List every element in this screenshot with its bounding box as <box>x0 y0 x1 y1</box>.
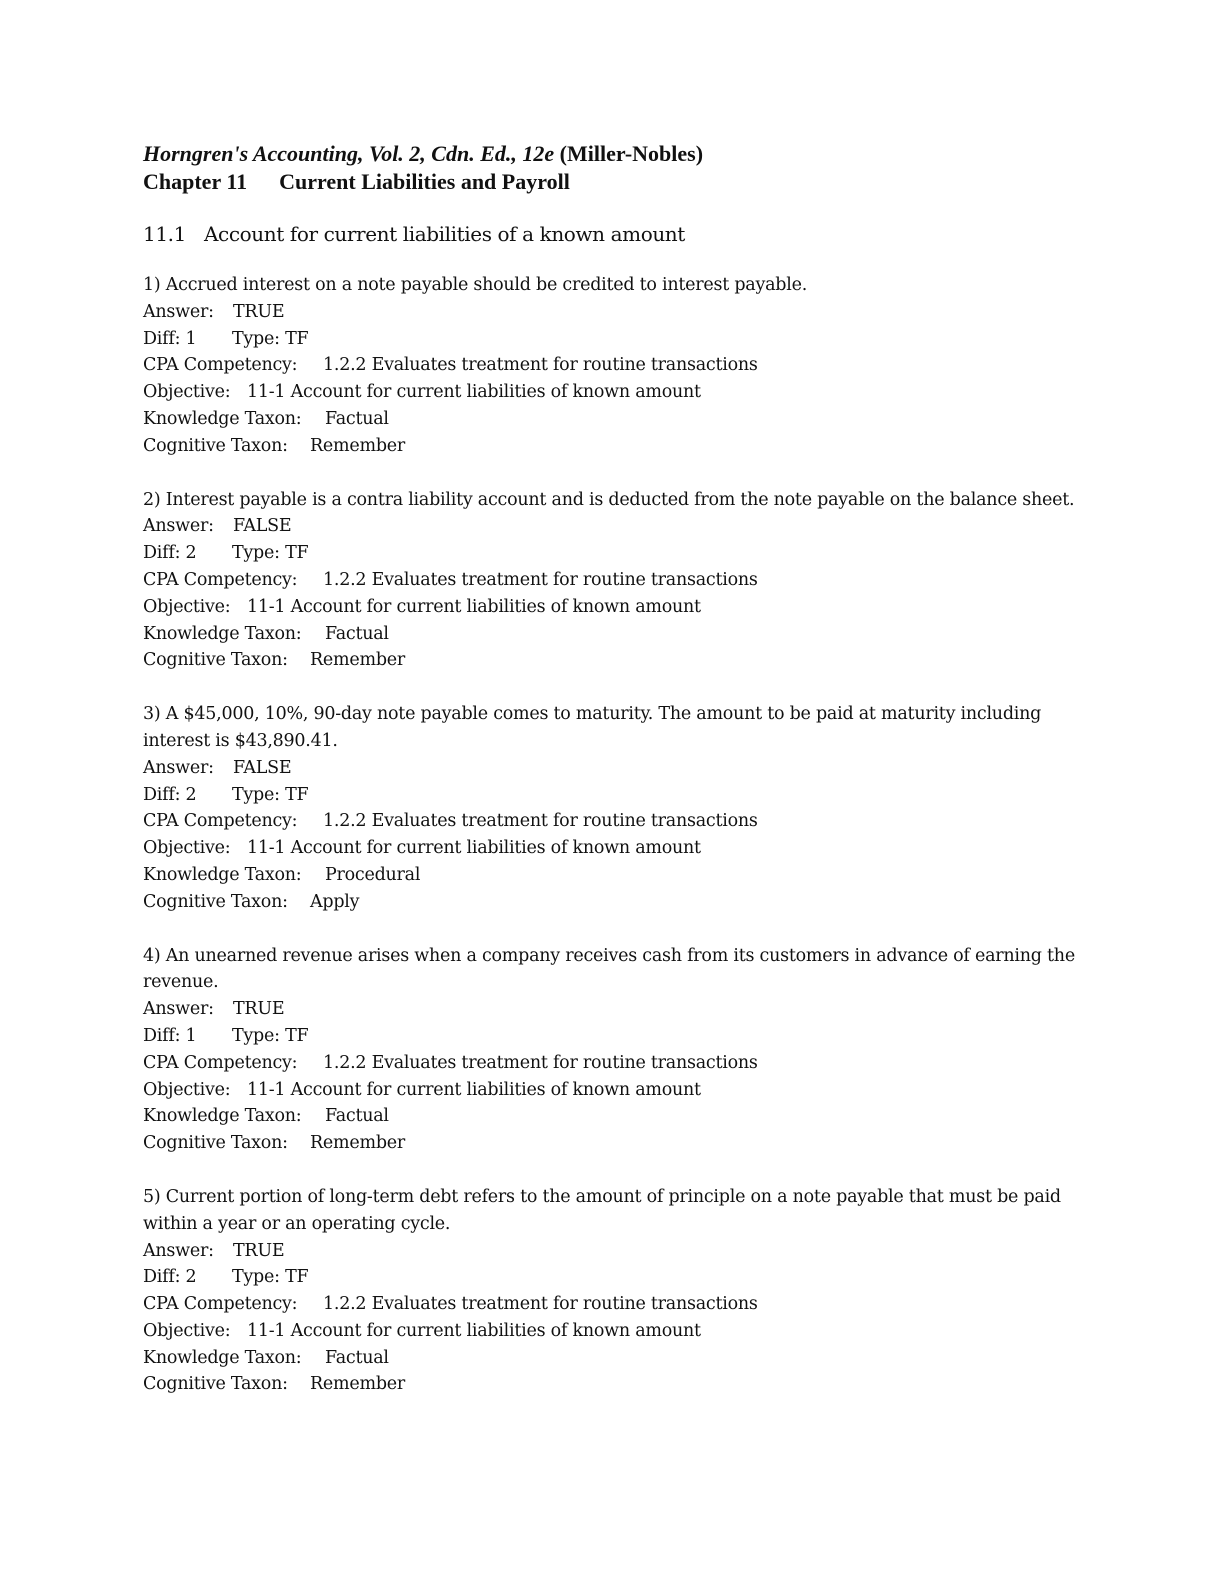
question-item <box>143 1184 1083 1398</box>
objective-row <box>143 594 1083 621</box>
cpa-label: CPA Competency: <box>143 569 298 590</box>
knowledge-label: Knowledge Taxon: <box>143 1347 302 1368</box>
cpa-label: CPA Competency: <box>143 355 298 376</box>
cognitive-row <box>143 1371 1083 1398</box>
question-text: 4) An unearned revenue arises when a company receives cash from its customers in advance of earning the revenue. <box>143 945 1075 993</box>
difficulty-label: Diff: 2 <box>143 1267 197 1288</box>
type-label: Type: TF <box>232 1025 309 1046</box>
book-author: (Miller-Nobles) <box>559 141 704 166</box>
section-name: Account for current liabilities of a known amount <box>204 222 685 246</box>
cognitive-value: Apply <box>310 891 360 912</box>
cognitive-label: Cognitive Taxon: <box>143 1133 288 1154</box>
document-page <box>143 140 1083 1425</box>
answer-label: Answer: <box>143 516 214 537</box>
difficulty-label: Diff: 2 <box>143 784 197 805</box>
answer-row <box>143 513 1083 540</box>
knowledge-label: Knowledge Taxon: <box>143 864 302 885</box>
objective-row <box>143 1077 1083 1104</box>
difficulty-row <box>143 540 1083 567</box>
answer-row <box>143 1238 1083 1265</box>
question-item <box>143 701 1083 915</box>
question-item <box>143 272 1083 460</box>
knowledge-row <box>143 1345 1083 1372</box>
difficulty-row <box>143 1023 1083 1050</box>
answer-row <box>143 755 1083 782</box>
section-title <box>143 220 1083 248</box>
answer-label: Answer: <box>143 999 214 1020</box>
cognitive-row <box>143 1130 1083 1157</box>
cognitive-row <box>143 433 1083 460</box>
knowledge-row <box>143 621 1083 648</box>
answer-row <box>143 299 1083 326</box>
objective-label: Objective: <box>143 1079 231 1100</box>
objective-value: 11-1 Account for current liabilities of known amount <box>247 1079 701 1100</box>
knowledge-row <box>143 1103 1083 1130</box>
cpa-value: 1.2.2 Evaluates treatment for routine transactions <box>323 811 758 832</box>
knowledge-value: Factual <box>325 1106 389 1127</box>
chapter-title <box>143 168 1083 196</box>
knowledge-value: Factual <box>325 408 389 429</box>
question-text: 5) Current portion of long-term debt refers to the amount of principle on a note payable that must be paid within a year or an operating cycle. <box>143 1186 1061 1234</box>
cpa-row <box>143 567 1083 594</box>
cognitive-label: Cognitive Taxon: <box>143 650 288 671</box>
type-label: Type: TF <box>232 543 309 564</box>
difficulty-row <box>143 326 1083 353</box>
question-item <box>143 487 1083 675</box>
objective-label: Objective: <box>143 838 231 859</box>
objective-label: Objective: <box>143 1320 231 1341</box>
knowledge-value: Procedural <box>325 864 421 885</box>
objective-row <box>143 1318 1083 1345</box>
answer-label: Answer: <box>143 301 214 322</box>
question-list <box>143 272 1083 1398</box>
answer-label: Answer: <box>143 1240 214 1261</box>
chapter-name: Current Liabilities and Payroll <box>279 169 570 194</box>
difficulty-label: Diff: 2 <box>143 543 197 564</box>
cpa-label: CPA Competency: <box>143 1294 298 1315</box>
difficulty-row <box>143 1264 1083 1291</box>
type-label: Type: TF <box>232 1267 309 1288</box>
question-item <box>143 943 1083 1157</box>
objective-value: 11-1 Account for current liabilities of known amount <box>247 1320 701 1341</box>
knowledge-label: Knowledge Taxon: <box>143 623 302 644</box>
objective-row <box>143 379 1083 406</box>
cpa-value: 1.2.2 Evaluates treatment for routine transactions <box>323 569 758 590</box>
answer-value: TRUE <box>233 999 285 1020</box>
knowledge-row <box>143 862 1083 889</box>
cpa-value: 1.2.2 Evaluates treatment for routine transactions <box>323 1052 758 1073</box>
knowledge-label: Knowledge Taxon: <box>143 1106 302 1127</box>
cognitive-row <box>143 647 1083 674</box>
cpa-value: 1.2.2 Evaluates treatment for routine transactions <box>323 1294 758 1315</box>
cpa-label: CPA Competency: <box>143 811 298 832</box>
book-title-text: Horngren's Accounting, Vol. 2, Cdn. Ed., 12e <box>143 141 555 166</box>
answer-label: Answer: <box>143 757 214 778</box>
chapter-number: Chapter 11 <box>143 169 248 194</box>
knowledge-row <box>143 406 1083 433</box>
cpa-value: 1.2.2 Evaluates treatment for routine transactions <box>323 355 758 376</box>
cognitive-value: Remember <box>310 1374 406 1395</box>
difficulty-label: Diff: 1 <box>143 1025 197 1046</box>
cognitive-label: Cognitive Taxon: <box>143 1374 288 1395</box>
answer-row <box>143 996 1083 1023</box>
objective-row <box>143 835 1083 862</box>
question-text: 3) A $45,000, 10%, 90-day note payable comes to maturity. The amount to be paid at maturity including interest is $43,890.41. <box>143 704 1042 751</box>
cognitive-label: Cognitive Taxon: <box>143 891 288 912</box>
objective-label: Objective: <box>143 382 231 403</box>
difficulty-label: Diff: 1 <box>143 328 197 349</box>
cognitive-value: Remember <box>310 1133 406 1154</box>
objective-label: Objective: <box>143 596 231 617</box>
book-title <box>143 140 1083 168</box>
cpa-row <box>143 808 1083 835</box>
objective-value: 11-1 Account for current liabilities of known amount <box>247 596 701 617</box>
knowledge-value: Factual <box>325 623 389 644</box>
cpa-row <box>143 352 1083 379</box>
knowledge-label: Knowledge Taxon: <box>143 408 302 429</box>
objective-value: 11-1 Account for current liabilities of known amount <box>247 838 701 859</box>
answer-value: FALSE <box>233 516 292 537</box>
question-text: 1) Accrued interest on a note payable should be credited to interest payable. <box>143 275 808 295</box>
type-label: Type: TF <box>232 328 309 349</box>
cognitive-value: Remember <box>310 435 406 456</box>
objective-value: 11-1 Account for current liabilities of known amount <box>247 382 701 403</box>
section-number: 11.1 <box>143 222 186 246</box>
type-label: Type: TF <box>232 784 309 805</box>
cpa-row <box>143 1050 1083 1077</box>
knowledge-value: Factual <box>325 1347 389 1368</box>
cognitive-label: Cognitive Taxon: <box>143 435 288 456</box>
answer-value: FALSE <box>233 757 292 778</box>
cpa-label: CPA Competency: <box>143 1052 298 1073</box>
answer-value: TRUE <box>233 301 285 322</box>
difficulty-row <box>143 782 1083 809</box>
question-text: 2) Interest payable is a contra liability account and is deducted from the note payable on the balance sheet. <box>143 489 1075 510</box>
cpa-row <box>143 1291 1083 1318</box>
cognitive-value: Remember <box>310 650 406 671</box>
answer-value: TRUE <box>233 1240 285 1261</box>
cognitive-row <box>143 889 1083 916</box>
